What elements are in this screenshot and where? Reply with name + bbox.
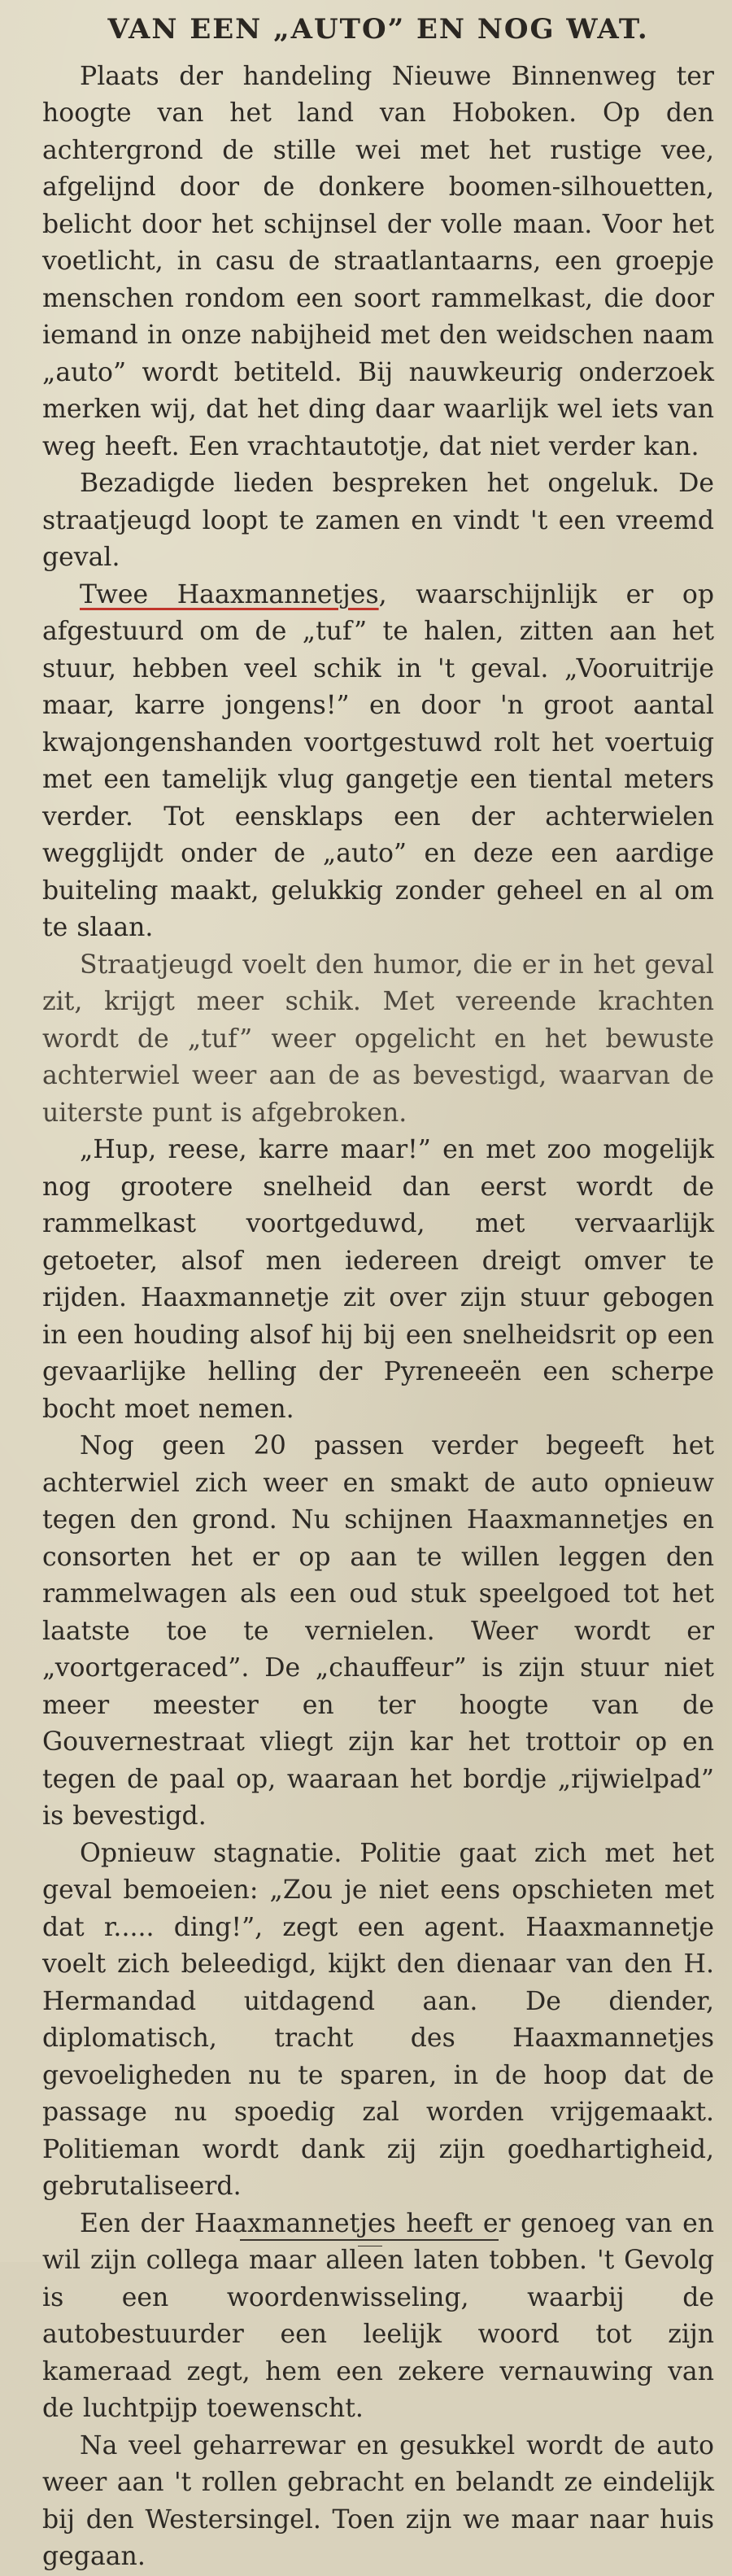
paragraph-4: Straatjeugd voelt den humor, die er in het geval zit, krijgt meer schik. Met vereende krachten wordt de „tuf” weer opgelicht en het bewuste achterwiel weer aan de as bevestigd, waarvan de uiterste punt is afgebroken. [42, 950, 714, 1128]
article-column [42, 11, 714, 2576]
end-rule [240, 2239, 499, 2241]
paragraph-9: Na veel geharrewar en gesukkel wordt de auto weer aan 't rollen gebracht en belandt ze eindelijk bij den Westersingel. Toen zijn we maar naar huis gegaan. [42, 2430, 714, 2572]
paragraph-7: Opnieuw stagnatie. Politie gaat zich met het geval bemoeien: „Zou je niet eens opschieten met dat r..... ding!”, zegt een agent. Haaxmannetje voelt zich beleedigd, kijkt den dienaar van den H. Hermandad uitdagend aan. De diender, diplomatisch, tracht des Haaxmannetjes gevoeligheden nu te sparen, in de hoop dat de passage nu spoedig zal worden vrijgemaakt. Politieman wordt dank zij zijn goedhartigheid, gebrutaliseerd. [42, 1838, 714, 2202]
paragraph-6: Nog geen 20 passen verder begeeft het achterwiel zich weer en smakt de auto opnieuw tegen den grond. Nu schijnen Haaxmannetjes en consorten het er op aan te willen leggen den rammelwagen als een oud stuk speelgoed tot het laatste toe te vernielen. Weer wordt er „voortgeraced”. De „chauffeur” is zijn stuur niet meer meester en ter hoogte van de Gouvernestraat vliegt zijn kar het trottoir op en tegen de paal op, waaraan het bordje „rijwielpad” is bevestigd. [42, 1431, 714, 1832]
paragraph-5: „Hup, reese, karre maar!” en met zoo mogelijk nog grootere snelheid dan eerst wordt de rammelkast voortgeduwd, met vervaarlijk getoeter, alsof men iedereen dreigt omver te rijden. Haaxmannetje zit over zijn stuur gebogen in een houding alsof hij bij een snelheidsrit op een gevaarlijke helling der Pyreneeën een scherpe bocht moet nemen. [42, 1135, 714, 1424]
paragraph-2: Bezadigde lieden bespreken het ongeluk. De straatjeugd loopt te zamen en vindt 't een vreemd geval. [42, 469, 714, 573]
underlined-name: Twee Haaxmannetjes [80, 579, 379, 609]
paragraph-3 [42, 577, 714, 947]
paragraph-8: Een der Haaxmannetjes heeft er genoeg van en wil zijn collega maar alleen laten tobben. 't Gevolg is een woordenwisseling, waarbij de autobestuurder een leelijk woord tot zijn kameraad zegt, hem een zekere vernauwing van de luchtpijp toewenscht. [42, 2208, 714, 2424]
paragraph-3-text: , waarschijnlijk er op afgestuurd om de „tuf” te halen, zitten aan het stuur, hebben veel schik in 't geval. „Vooruitrije maar, karre jongens!” en door 'n groot aantal kwajongenshanden voortgestuwd rolt het voertuig met een tamelijk vlug gangetje een tiental meters verder. Tot eensklaps een der achterwielen wegglijdt onder de „auto” en deze een aardige buiteling maakt, gelukkig zonder geheel en al om te slaan. [42, 579, 714, 943]
paragraph-1: Plaats der handeling Nieuwe Binnenweg ter hoogte van het land van Hoboken. Op den achtergrond de stille wei met het rustige vee, afgelijnd door de donkere boomen-silhouetten, belicht door het schijnsel der volle maan. Voor het voetlicht, in casu de straatlantaarns, een groepje menschen rondom een soort rammelkast, die door iemand in onze nabijheid met den weidschen naam „auto” wordt betiteld. Bij nauwkeurig onderzoek merken wij, dat het ding daar waarlijk wel iets van weg heeft. Een vrachtautotje, dat niet verder kan. [42, 61, 714, 461]
article-title: VAN EEN „AUTO” EN NOG WAT. [107, 13, 649, 46]
